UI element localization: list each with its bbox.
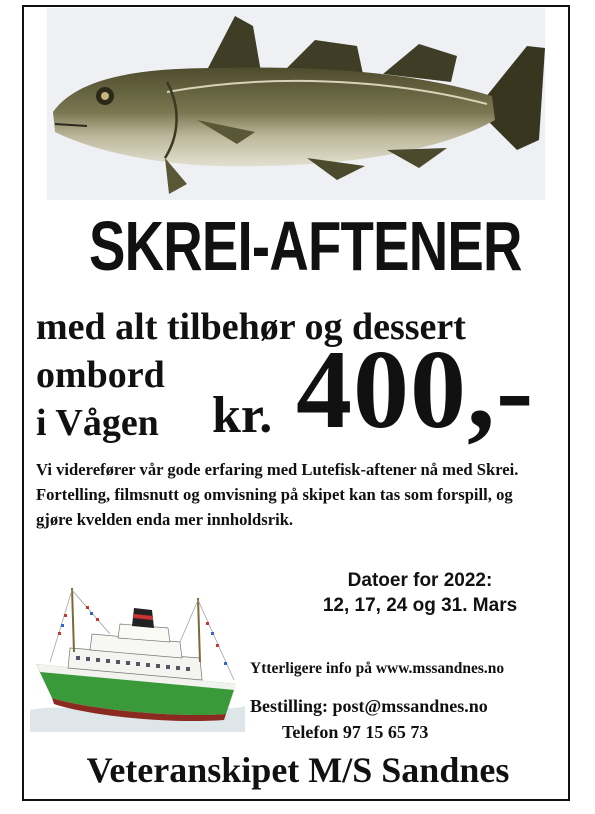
subtitle-line-2: ombord (36, 354, 165, 396)
cod-fish-illustration (47, 8, 545, 200)
subtitle-line-1: med alt tilbehør og dessert (36, 306, 466, 348)
subtitle-line-3: i Vågen (36, 402, 159, 444)
headline: SKREI-AFTENER (88, 207, 522, 285)
ms-sandnes-ship-illustration (30, 582, 245, 732)
info-line: Ytterligere info på www.mssandnes.no (250, 660, 505, 677)
footer-title: Veteranskipet M/S Sandnes (86, 750, 510, 790)
price-prefix: kr. (212, 387, 273, 444)
dates-list: 12, 17, 24 og 31. Mars (322, 595, 518, 616)
cod-fish-image (47, 8, 545, 200)
description-line-2: Fortelling, filmsnutt og omvisning på skipet kan tas som forspill, og (36, 485, 513, 504)
dates-heading: Datoer for 2022: (347, 570, 493, 591)
booking-email: Bestilling: post@mssandnes.no (250, 696, 488, 716)
booking-block (250, 693, 560, 745)
booking-phone: Telefon 97 15 65 73 (282, 722, 429, 742)
description-line-3: gjøre kvelden enda mer innholdsrik. (36, 510, 294, 529)
ship-image (30, 582, 245, 732)
description (36, 457, 566, 532)
price-amount: 400,- (296, 328, 535, 452)
description-line-1: Vi viderefører vår gode erfaring med Lutefisk-aftener nå med Skrei. (36, 460, 519, 479)
dates-block (270, 568, 570, 618)
